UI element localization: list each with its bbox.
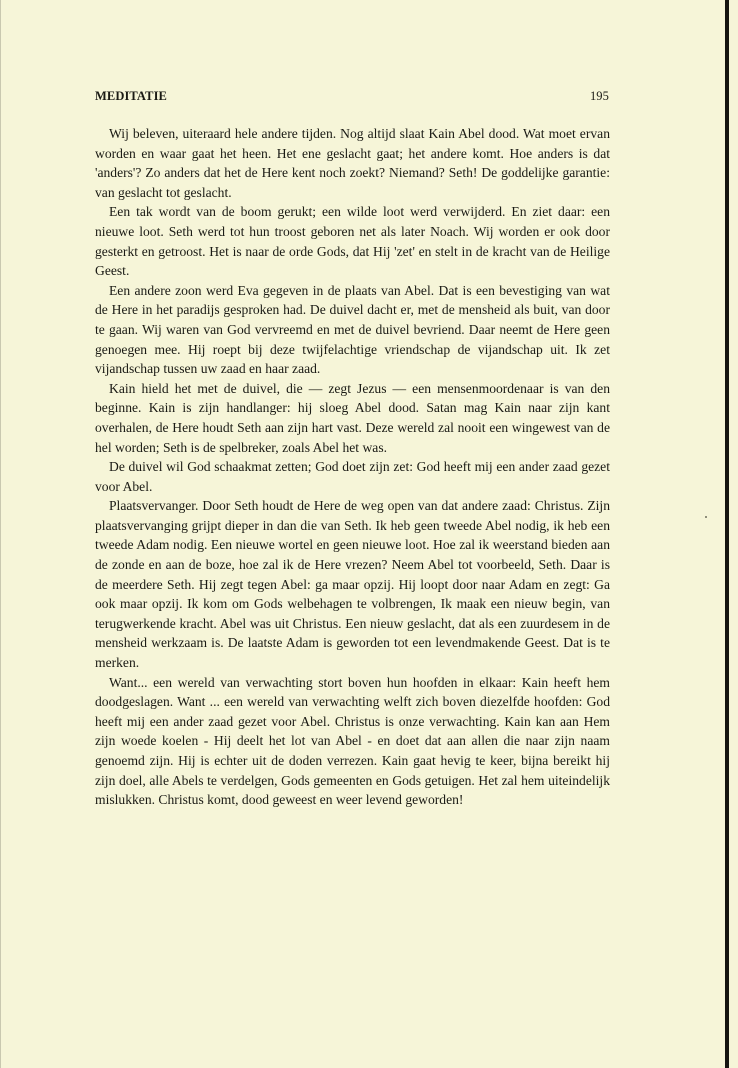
paragraph: Want... een wereld van verwachting stort boven hun hoofden in elkaar: Kain heeft hem doodgeslagen. Want ... een wereld van verwachting welft zich boven diezelfde hoofden: God heeft mij een ander zaad gezet voor Abel. Christus is onze verwachting. Kain kan aan Hem zijn woede koelen - Hij deelt het lot van Abel - en doet dat aan allen die naar zijn naam genoemd zijn. Hij is echter uit de doden verrezen. Kain gaat hevig te keer, bijna bereikt hij zijn doel, alle Abels te verdelgen, Gods gemeenten en Gods getuigen. Het zal hem uiteindelijk mislukken. Christus komt, dood geweest en weer levend geworden! xyxy=(95,674,610,808)
paragraph: Een tak wordt van de boom gerukt; een wilde loot werd verwijderd. En ziet daar: een nieuwe loot. Seth werd tot hun troost geboren net als later Noach. Wij worden er ook door gesterkt en getroost. Het is naar de orde Gods, dat Hij 'zet' en stelt in de kracht van de Heilige Geest. xyxy=(95,204,610,279)
page-edge-left xyxy=(0,0,1,1068)
page-edge-right xyxy=(725,0,729,1068)
paragraph: De duivel wil God schaakmat zetten; God doet zijn zet: God heeft mij een ander zaad gezet voor Abel. xyxy=(95,459,610,494)
paragraph: Kain hield het met de duivel, die — zegt Jezus — een mensenmoordenaar is van den beginne. Kain is zijn handlanger: hij sloeg Abel dood. Satan mag Kain naar zijn kant overhalen, de Here houdt Seth aan zijn hart vast. Deze wereld zal nooit een wingewest van de hel worden; Seth is de spelbreker, zoals Abel het was. xyxy=(95,380,610,455)
section-title: MEDITATIE xyxy=(95,89,167,103)
scan-speck xyxy=(705,516,707,518)
paragraph: Wij beleven, uiteraard hele andere tijden. Nog altijd slaat Kain Abel dood. Wat moet ervan worden en waar gaat het heen. Het ene geslacht gaat; het andere komt. Hoe anders is dat 'anders'? Zo anders dat het de Here kent noch zoekt? Niemand? Seth! De goddelijke garantie: van geslacht tot geslacht. xyxy=(95,126,610,200)
paragraph: Plaatsvervanger. Door Seth houdt de Here de weg open van dat andere zaad: Christus. Zijn plaatsvervanging grijpt dieper in dan die van Seth. Ik heb geen tweede Abel nodig, ik heb een tweede Adam nodig. Een nieuwe wortel en geen nieuwe loot. Hoe zal ik weerstand bieden aan de zonde en aan de boze, hoe zal ik de Here vrezen? Neem Abel tot voorbeeld, Seth. Daar is de meerdere Seth. Hij zegt tegen Abel: ga maar opzij. Hij loopt door naar Adam en zegt: Ga ook maar opzij. Ik kom om Gods welbehagen te volbrengen, Ik maak een nieuw begin, van terugwerkende kracht. Abel was uit Christus. Een nieuw geslacht, dat als een zuurdesem in de mensheid werkzaam is. De laatste Adam is geworden tot een levendmakende Geest. Dat is te merken. xyxy=(95,498,610,671)
paragraph: Een andere zoon werd Eva gegeven in de plaats van Abel. Dat is een bevestiging van wat de Here in het paradijs gesproken had. De duivel dacht er, met de mensheid als buit, van door te gaan. Wij waren van God vervreemd en met de duivel bevriend. Daar neemt de Here geen genoegen mee. Hij roept bij deze twijfelachtige vriendschap de vijandschap uit. Ik zet vijandschap tussen uw zaad en haar zaad. xyxy=(95,282,610,377)
running-head xyxy=(95,89,609,107)
page-number: 195 xyxy=(589,89,609,103)
body-text xyxy=(95,124,610,810)
